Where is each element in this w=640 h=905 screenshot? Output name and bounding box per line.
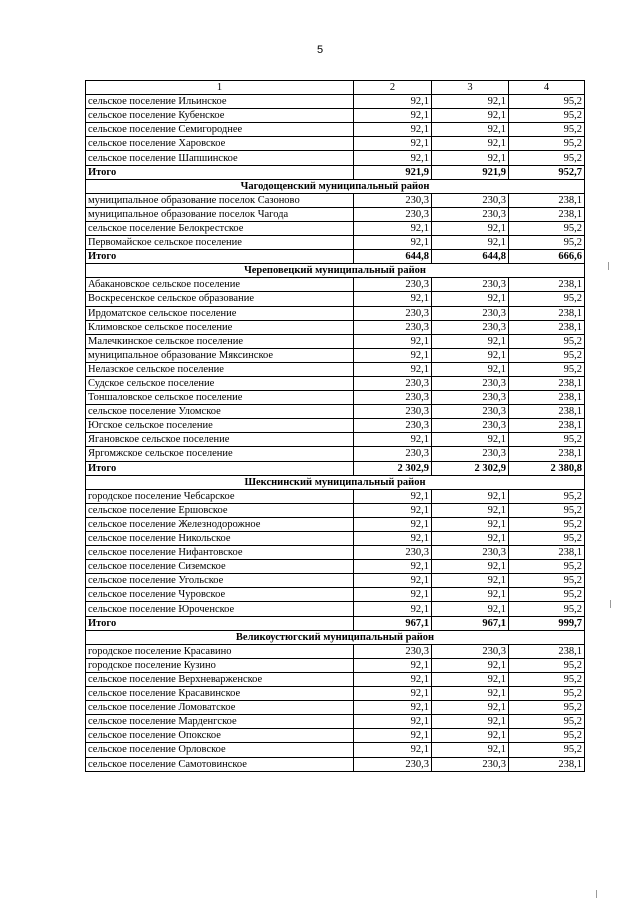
total-row — [86, 250, 585, 264]
value-col-2: 92,1 — [354, 362, 432, 376]
table-row — [86, 419, 585, 433]
value-col-2: 92,1 — [354, 532, 432, 546]
total-label: Итого — [86, 461, 354, 475]
column-header-4: 4 — [509, 81, 585, 95]
value-col-2: 230,3 — [354, 546, 432, 560]
table-row — [86, 447, 585, 461]
value-col-4: 238,1 — [509, 546, 585, 560]
value-col-4: 238,1 — [509, 644, 585, 658]
value-col-2: 92,1 — [354, 715, 432, 729]
settlement-name: сельское поселение Семигороднее — [86, 123, 354, 137]
value-col-3: 92,1 — [432, 658, 509, 672]
value-col-3: 92,1 — [432, 348, 509, 362]
settlement-name: сельское поселение Угольское — [86, 574, 354, 588]
value-col-3: 644,8 — [432, 250, 509, 264]
column-header-1: 1 — [86, 81, 354, 95]
table-row — [86, 489, 585, 503]
settlement-name: Судское сельское поселение — [86, 376, 354, 390]
value-col-3: 230,3 — [432, 546, 509, 560]
value-col-3: 230,3 — [432, 644, 509, 658]
settlement-name: Воскресенское сельское образование — [86, 292, 354, 306]
value-col-2: 967,1 — [354, 616, 432, 630]
value-col-2: 92,1 — [354, 517, 432, 531]
value-col-3: 92,1 — [432, 334, 509, 348]
settlement-name: Югское сельское поселение — [86, 419, 354, 433]
settlement-name: сельское поселение Железнодорожное — [86, 517, 354, 531]
value-col-4: 95,2 — [509, 151, 585, 165]
value-col-2: 92,1 — [354, 123, 432, 137]
column-header-2: 2 — [354, 81, 432, 95]
table-row — [86, 715, 585, 729]
value-col-3: 230,3 — [432, 320, 509, 334]
value-col-3: 92,1 — [432, 236, 509, 250]
table-row — [86, 574, 585, 588]
value-col-4: 95,2 — [509, 95, 585, 109]
settlement-name: сельское поселение Юроченское — [86, 602, 354, 616]
value-col-4: 238,1 — [509, 278, 585, 292]
value-col-4: 95,2 — [509, 362, 585, 376]
value-col-4: 95,2 — [509, 560, 585, 574]
column-header-3: 3 — [432, 81, 509, 95]
district-name: Великоустюгский муниципальный район — [86, 630, 585, 644]
table-row — [86, 320, 585, 334]
district-heading-row — [86, 264, 585, 278]
table-row — [86, 193, 585, 207]
value-col-4: 95,2 — [509, 292, 585, 306]
value-col-4: 999,7 — [509, 616, 585, 630]
value-col-4: 238,1 — [509, 207, 585, 221]
value-col-2: 230,3 — [354, 193, 432, 207]
scan-mark — [596, 890, 597, 898]
value-col-4: 95,2 — [509, 517, 585, 531]
value-col-2: 644,8 — [354, 250, 432, 264]
budget-table — [85, 80, 585, 772]
table-row — [86, 757, 585, 771]
settlement-name: Нелазское сельское поселение — [86, 362, 354, 376]
value-col-3: 92,1 — [432, 517, 509, 531]
value-col-2: 92,1 — [354, 151, 432, 165]
value-col-4: 95,2 — [509, 715, 585, 729]
settlement-name: сельское поселение Ильинское — [86, 95, 354, 109]
value-col-2: 92,1 — [354, 137, 432, 151]
value-col-3: 92,1 — [432, 292, 509, 306]
value-col-2: 921,9 — [354, 165, 432, 179]
value-col-4: 95,2 — [509, 334, 585, 348]
value-col-4: 952,7 — [509, 165, 585, 179]
settlement-name: муниципальное образование поселок Чагода — [86, 207, 354, 221]
table-row — [86, 588, 585, 602]
value-col-4: 95,2 — [509, 503, 585, 517]
value-col-3: 230,3 — [432, 405, 509, 419]
value-col-2: 92,1 — [354, 292, 432, 306]
settlement-name: сельское поселение Нифантовское — [86, 546, 354, 560]
table-row — [86, 95, 585, 109]
table-row — [86, 109, 585, 123]
value-col-2: 92,1 — [354, 236, 432, 250]
table-row — [86, 729, 585, 743]
settlement-name: Малечкинское сельское поселение — [86, 334, 354, 348]
district-name: Шекснинский муниципальный район — [86, 475, 585, 489]
district-name: Череповецкий муниципальный район — [86, 264, 585, 278]
value-col-3: 92,1 — [432, 137, 509, 151]
value-col-2: 92,1 — [354, 588, 432, 602]
value-col-3: 92,1 — [432, 687, 509, 701]
table-row — [86, 221, 585, 235]
value-col-3: 230,3 — [432, 193, 509, 207]
value-col-3: 230,3 — [432, 278, 509, 292]
value-col-2: 92,1 — [354, 701, 432, 715]
value-col-3: 92,1 — [432, 701, 509, 715]
value-col-2: 230,3 — [354, 320, 432, 334]
value-col-3: 92,1 — [432, 532, 509, 546]
value-col-2: 92,1 — [354, 489, 432, 503]
table-row — [86, 306, 585, 320]
table-row — [86, 602, 585, 616]
table-row — [86, 433, 585, 447]
value-col-4: 2 380,8 — [509, 461, 585, 475]
value-col-3: 230,3 — [432, 419, 509, 433]
table-row — [86, 743, 585, 757]
value-col-2: 230,3 — [354, 419, 432, 433]
value-col-4: 238,1 — [509, 405, 585, 419]
value-col-4: 95,2 — [509, 489, 585, 503]
settlement-name: городское поселение Кузино — [86, 658, 354, 672]
value-col-4: 95,2 — [509, 348, 585, 362]
value-col-2: 230,3 — [354, 447, 432, 461]
value-col-4: 95,2 — [509, 672, 585, 686]
value-col-4: 95,2 — [509, 137, 585, 151]
table-row — [86, 236, 585, 250]
settlement-name: городское поселение Чебсарское — [86, 489, 354, 503]
table-header-row — [86, 81, 585, 95]
value-col-3: 230,3 — [432, 391, 509, 405]
value-col-2: 92,1 — [354, 672, 432, 686]
settlement-name: сельское поселение Ершовское — [86, 503, 354, 517]
value-col-3: 92,1 — [432, 123, 509, 137]
district-heading-row — [86, 630, 585, 644]
settlement-name: Яргомжское сельское поселение — [86, 447, 354, 461]
table-row — [86, 278, 585, 292]
settlement-name: городское поселение Красавино — [86, 644, 354, 658]
value-col-3: 92,1 — [432, 588, 509, 602]
table-row — [86, 503, 585, 517]
value-col-2: 230,3 — [354, 278, 432, 292]
value-col-3: 2 302,9 — [432, 461, 509, 475]
value-col-3: 230,3 — [432, 447, 509, 461]
value-col-2: 92,1 — [354, 95, 432, 109]
settlement-name: сельское поселение Шапшинское — [86, 151, 354, 165]
value-col-4: 95,2 — [509, 574, 585, 588]
settlement-name: Абакановское сельское поселение — [86, 278, 354, 292]
table-row — [86, 672, 585, 686]
total-row — [86, 165, 585, 179]
table-row — [86, 362, 585, 376]
table-row — [86, 517, 585, 531]
settlement-name: Климовское сельское поселение — [86, 320, 354, 334]
settlement-name: сельское поселение Чуровское — [86, 588, 354, 602]
value-col-4: 95,2 — [509, 602, 585, 616]
table-body — [86, 81, 585, 772]
settlement-name: сельское поселение Уломское — [86, 405, 354, 419]
settlement-name: сельское поселение Белокрестское — [86, 221, 354, 235]
settlement-name: сельское поселение Харовское — [86, 137, 354, 151]
table-row — [86, 376, 585, 390]
value-col-4: 238,1 — [509, 193, 585, 207]
settlement-name: сельское поселение Ломоватское — [86, 701, 354, 715]
table-row — [86, 292, 585, 306]
table-row — [86, 658, 585, 672]
settlement-name: сельское поселение Верхневарженское — [86, 672, 354, 686]
value-col-3: 92,1 — [432, 109, 509, 123]
value-col-4: 238,1 — [509, 447, 585, 461]
value-col-2: 92,1 — [354, 658, 432, 672]
value-col-3: 921,9 — [432, 165, 509, 179]
total-label: Итого — [86, 616, 354, 630]
value-col-3: 92,1 — [432, 151, 509, 165]
table-row — [86, 560, 585, 574]
table-row — [86, 701, 585, 715]
value-col-3: 92,1 — [432, 743, 509, 757]
total-row — [86, 461, 585, 475]
value-col-4: 95,2 — [509, 658, 585, 672]
table-row — [86, 532, 585, 546]
value-col-4: 95,2 — [509, 109, 585, 123]
value-col-2: 230,3 — [354, 376, 432, 390]
settlement-name: муниципальное образование Мяксинское — [86, 348, 354, 362]
settlement-name: сельское поселение Опокское — [86, 729, 354, 743]
total-row — [86, 616, 585, 630]
settlement-name: сельское поселение Сиземское — [86, 560, 354, 574]
value-col-2: 92,1 — [354, 433, 432, 447]
value-col-2: 92,1 — [354, 221, 432, 235]
value-col-4: 95,2 — [509, 236, 585, 250]
table-row — [86, 151, 585, 165]
settlement-name: сельское поселение Самотовинское — [86, 757, 354, 771]
settlement-name: муниципальное образование поселок Сазоново — [86, 193, 354, 207]
value-col-4: 95,2 — [509, 701, 585, 715]
value-col-4: 95,2 — [509, 588, 585, 602]
value-col-4: 95,2 — [509, 743, 585, 757]
table-row — [86, 546, 585, 560]
value-col-4: 238,1 — [509, 306, 585, 320]
value-col-4: 238,1 — [509, 376, 585, 390]
value-col-3: 92,1 — [432, 221, 509, 235]
value-col-2: 230,3 — [354, 405, 432, 419]
value-col-2: 92,1 — [354, 503, 432, 517]
value-col-3: 230,3 — [432, 207, 509, 221]
value-col-3: 92,1 — [432, 433, 509, 447]
value-col-4: 95,2 — [509, 433, 585, 447]
value-col-3: 92,1 — [432, 602, 509, 616]
value-col-2: 92,1 — [354, 109, 432, 123]
value-col-2: 92,1 — [354, 743, 432, 757]
value-col-3: 92,1 — [432, 574, 509, 588]
value-col-3: 230,3 — [432, 757, 509, 771]
table-row — [86, 687, 585, 701]
value-col-2: 230,3 — [354, 207, 432, 221]
value-col-3: 230,3 — [432, 306, 509, 320]
table-row — [86, 207, 585, 221]
value-col-3: 92,1 — [432, 729, 509, 743]
value-col-3: 230,3 — [432, 376, 509, 390]
value-col-4: 95,2 — [509, 687, 585, 701]
settlement-name: сельское поселение Марденгское — [86, 715, 354, 729]
value-col-4: 95,2 — [509, 123, 585, 137]
value-col-3: 967,1 — [432, 616, 509, 630]
value-col-3: 92,1 — [432, 489, 509, 503]
value-col-2: 92,1 — [354, 348, 432, 362]
value-col-2: 92,1 — [354, 560, 432, 574]
value-col-2: 230,3 — [354, 306, 432, 320]
value-col-2: 230,3 — [354, 391, 432, 405]
value-col-3: 92,1 — [432, 672, 509, 686]
value-col-3: 92,1 — [432, 715, 509, 729]
settlement-name: сельское поселение Никольское — [86, 532, 354, 546]
value-col-2: 92,1 — [354, 334, 432, 348]
value-col-2: 230,3 — [354, 757, 432, 771]
table-row — [86, 137, 585, 151]
settlement-name: сельское поселение Орловское — [86, 743, 354, 757]
value-col-3: 92,1 — [432, 362, 509, 376]
value-col-3: 92,1 — [432, 95, 509, 109]
table-row — [86, 644, 585, 658]
value-col-2: 92,1 — [354, 602, 432, 616]
value-col-2: 92,1 — [354, 687, 432, 701]
district-name: Чагодощенский муниципальный район — [86, 179, 585, 193]
settlement-name: Ягановское сельское поселение — [86, 433, 354, 447]
table-row — [86, 391, 585, 405]
district-heading-row — [86, 179, 585, 193]
value-col-4: 238,1 — [509, 320, 585, 334]
table-row — [86, 348, 585, 362]
settlement-name: сельское поселение Кубенское — [86, 109, 354, 123]
value-col-4: 95,2 — [509, 729, 585, 743]
value-col-4: 95,2 — [509, 221, 585, 235]
value-col-4: 666,6 — [509, 250, 585, 264]
district-heading-row — [86, 475, 585, 489]
settlement-name: сельское поселение Красавинское — [86, 687, 354, 701]
value-col-3: 92,1 — [432, 503, 509, 517]
scan-mark — [610, 600, 611, 608]
settlement-name: Первомайское сельское поселение — [86, 236, 354, 250]
total-label: Итого — [86, 165, 354, 179]
value-col-2: 230,3 — [354, 644, 432, 658]
value-col-2: 2 302,9 — [354, 461, 432, 475]
table-row — [86, 334, 585, 348]
table-row — [86, 405, 585, 419]
value-col-4: 238,1 — [509, 757, 585, 771]
value-col-2: 92,1 — [354, 729, 432, 743]
value-col-4: 238,1 — [509, 391, 585, 405]
settlement-name: Ирдоматское сельское поселение — [86, 306, 354, 320]
value-col-4: 95,2 — [509, 532, 585, 546]
settlement-name: Тоншаловское сельское поселение — [86, 391, 354, 405]
total-label: Итого — [86, 250, 354, 264]
table-row — [86, 123, 585, 137]
value-col-3: 92,1 — [432, 560, 509, 574]
value-col-4: 238,1 — [509, 419, 585, 433]
page-number: 5 — [316, 44, 324, 56]
scan-mark — [608, 262, 609, 270]
value-col-2: 92,1 — [354, 574, 432, 588]
